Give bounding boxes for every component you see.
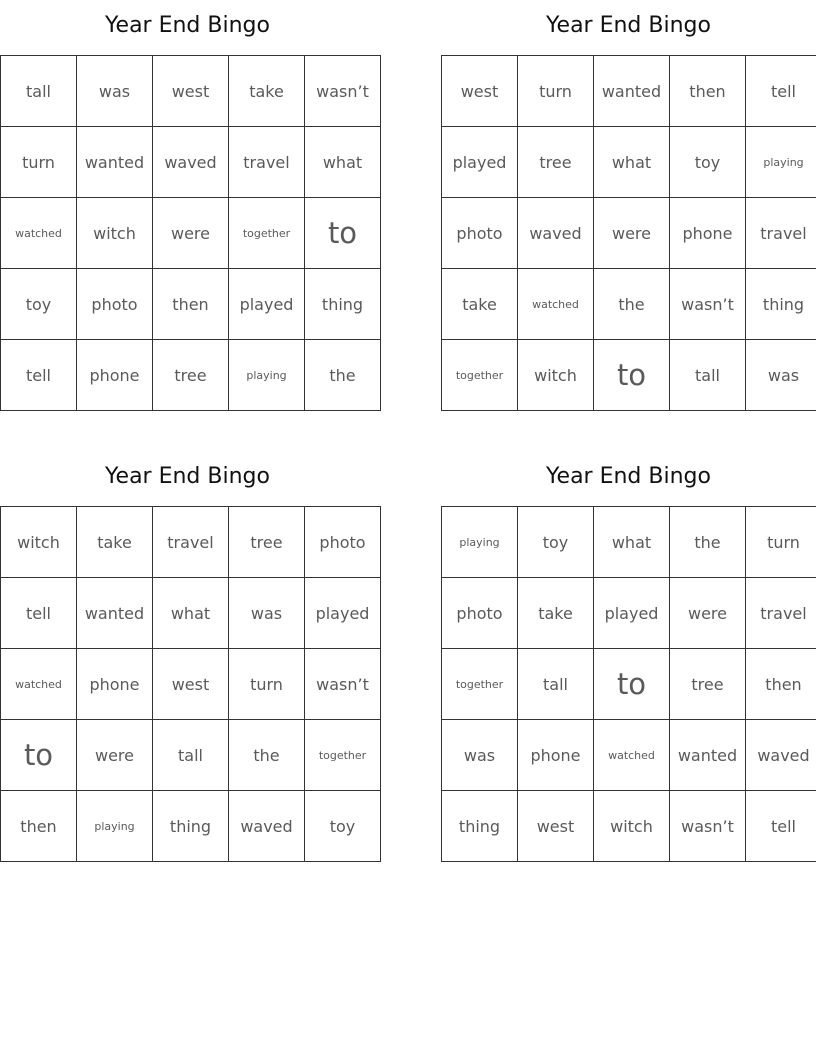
grid-row bbox=[1, 269, 381, 340]
grid-row bbox=[442, 507, 816, 578]
grid-cell: phone bbox=[518, 720, 594, 791]
grid-cell: wasn’t bbox=[670, 269, 746, 340]
bingo-grid bbox=[0, 55, 381, 411]
grid-cell: tell bbox=[746, 56, 816, 127]
grid-cell: travel bbox=[746, 198, 816, 269]
grid-cell: wasn’t bbox=[670, 791, 746, 862]
grid-row bbox=[1, 127, 381, 198]
grid-cell: photo bbox=[77, 269, 153, 340]
grid-cell: was bbox=[746, 340, 816, 411]
grid-row bbox=[442, 198, 816, 269]
grid-cell: photo bbox=[305, 507, 381, 578]
grid-cell: thing bbox=[442, 791, 518, 862]
bingo-grid bbox=[441, 506, 816, 862]
grid-cell: toy bbox=[518, 507, 594, 578]
grid-cell: travel bbox=[153, 507, 229, 578]
grid-cell: tree bbox=[153, 340, 229, 411]
grid-cell: toy bbox=[1, 269, 77, 340]
grid-cell: playing bbox=[229, 340, 305, 411]
grid-cell: what bbox=[594, 507, 670, 578]
grid-cell: together bbox=[305, 720, 381, 791]
grid-cell: tell bbox=[1, 340, 77, 411]
bingo-grid bbox=[0, 506, 381, 862]
grid-cell: turn bbox=[229, 649, 305, 720]
grid-cell: waved bbox=[518, 198, 594, 269]
grid-cell: played bbox=[305, 578, 381, 649]
grid-cell: photo bbox=[442, 578, 518, 649]
grid-cell: watched bbox=[518, 269, 594, 340]
grid-cell: were bbox=[77, 720, 153, 791]
grid-cell: thing bbox=[305, 269, 381, 340]
grid-row bbox=[442, 340, 816, 411]
grid-cell: watched bbox=[594, 720, 670, 791]
grid-cell: west bbox=[153, 649, 229, 720]
grid-cell: tall bbox=[153, 720, 229, 791]
grid-cell: phone bbox=[77, 340, 153, 411]
grid-cell: wanted bbox=[77, 578, 153, 649]
card-title: Year End Bingo bbox=[105, 464, 270, 489]
grid-cell: west bbox=[518, 791, 594, 862]
card-title: Year End Bingo bbox=[546, 13, 711, 38]
grid-cell: take bbox=[518, 578, 594, 649]
grid-row bbox=[1, 578, 381, 649]
grid-cell: then bbox=[153, 269, 229, 340]
grid-cell: turn bbox=[746, 507, 816, 578]
grid-cell: was bbox=[77, 56, 153, 127]
grid-cell: west bbox=[153, 56, 229, 127]
grid-cell: playing bbox=[746, 127, 816, 198]
grid-row bbox=[1, 198, 381, 269]
grid-cell: to bbox=[594, 340, 670, 411]
grid-cell: played bbox=[442, 127, 518, 198]
grid-cell: played bbox=[229, 269, 305, 340]
grid-cell: watched bbox=[1, 649, 77, 720]
grid-cell: wasn’t bbox=[305, 56, 381, 127]
grid-row bbox=[1, 56, 381, 127]
grid-row bbox=[442, 269, 816, 340]
grid-cell: take bbox=[442, 269, 518, 340]
grid-row bbox=[442, 649, 816, 720]
card-title: Year End Bingo bbox=[546, 464, 711, 489]
grid-cell: tall bbox=[670, 340, 746, 411]
grid-row bbox=[1, 791, 381, 862]
grid-cell: together bbox=[442, 340, 518, 411]
grid-row bbox=[442, 578, 816, 649]
grid-cell: witch bbox=[594, 791, 670, 862]
grid-cell: photo bbox=[442, 198, 518, 269]
grid-row bbox=[1, 507, 381, 578]
grid-cell: wanted bbox=[670, 720, 746, 791]
bingo-card-2 bbox=[441, 0, 816, 411]
grid-cell: the bbox=[670, 507, 746, 578]
grid-cell: witch bbox=[518, 340, 594, 411]
grid-cell: tree bbox=[670, 649, 746, 720]
grid-cell: were bbox=[670, 578, 746, 649]
bingo-grid bbox=[441, 55, 816, 411]
grid-cell: tree bbox=[518, 127, 594, 198]
grid-cell: playing bbox=[77, 791, 153, 862]
grid-cell: were bbox=[594, 198, 670, 269]
grid-cell: tell bbox=[746, 791, 816, 862]
card-title: Year End Bingo bbox=[105, 13, 270, 38]
grid-row bbox=[1, 649, 381, 720]
grid-cell: wasn’t bbox=[305, 649, 381, 720]
grid-cell: to bbox=[594, 649, 670, 720]
grid-cell: then bbox=[1, 791, 77, 862]
grid-cell: phone bbox=[670, 198, 746, 269]
grid-cell: toy bbox=[305, 791, 381, 862]
grid-cell: wanted bbox=[77, 127, 153, 198]
grid-cell: were bbox=[153, 198, 229, 269]
grid-cell: witch bbox=[77, 198, 153, 269]
grid-cell: waved bbox=[153, 127, 229, 198]
bingo-card-4 bbox=[441, 451, 816, 862]
grid-cell: the bbox=[229, 720, 305, 791]
grid-cell: what bbox=[594, 127, 670, 198]
grid-cell: tell bbox=[1, 578, 77, 649]
grid-cell: what bbox=[305, 127, 381, 198]
grid-row bbox=[442, 56, 816, 127]
grid-row bbox=[1, 340, 381, 411]
bingo-card-1 bbox=[0, 0, 375, 411]
grid-row bbox=[442, 127, 816, 198]
grid-cell: then bbox=[746, 649, 816, 720]
grid-cell: waved bbox=[229, 791, 305, 862]
grid-cell: the bbox=[594, 269, 670, 340]
grid-cell: what bbox=[153, 578, 229, 649]
grid-cell: travel bbox=[746, 578, 816, 649]
grid-cell: together bbox=[442, 649, 518, 720]
grid-cell: travel bbox=[229, 127, 305, 198]
grid-cell: take bbox=[77, 507, 153, 578]
grid-cell: west bbox=[442, 56, 518, 127]
grid-row bbox=[1, 720, 381, 791]
grid-cell: was bbox=[229, 578, 305, 649]
grid-row bbox=[442, 720, 816, 791]
grid-cell: take bbox=[229, 56, 305, 127]
grid-cell: witch bbox=[1, 507, 77, 578]
grid-cell: thing bbox=[153, 791, 229, 862]
grid-cell: playing bbox=[442, 507, 518, 578]
grid-cell: then bbox=[670, 56, 746, 127]
grid-cell: to bbox=[1, 720, 77, 791]
grid-cell: turn bbox=[518, 56, 594, 127]
grid-cell: tall bbox=[518, 649, 594, 720]
grid-cell: the bbox=[305, 340, 381, 411]
grid-cell: to bbox=[305, 198, 381, 269]
grid-cell: together bbox=[229, 198, 305, 269]
grid-cell: tree bbox=[229, 507, 305, 578]
grid-cell: played bbox=[594, 578, 670, 649]
grid-row bbox=[442, 791, 816, 862]
grid-cell: was bbox=[442, 720, 518, 791]
grid-cell: watched bbox=[1, 198, 77, 269]
bingo-card-3 bbox=[0, 451, 375, 862]
grid-cell: turn bbox=[1, 127, 77, 198]
grid-cell: phone bbox=[77, 649, 153, 720]
grid-cell: toy bbox=[670, 127, 746, 198]
grid-cell: thing bbox=[746, 269, 816, 340]
grid-cell: waved bbox=[746, 720, 816, 791]
grid-cell: tall bbox=[1, 56, 77, 127]
grid-cell: wanted bbox=[594, 56, 670, 127]
